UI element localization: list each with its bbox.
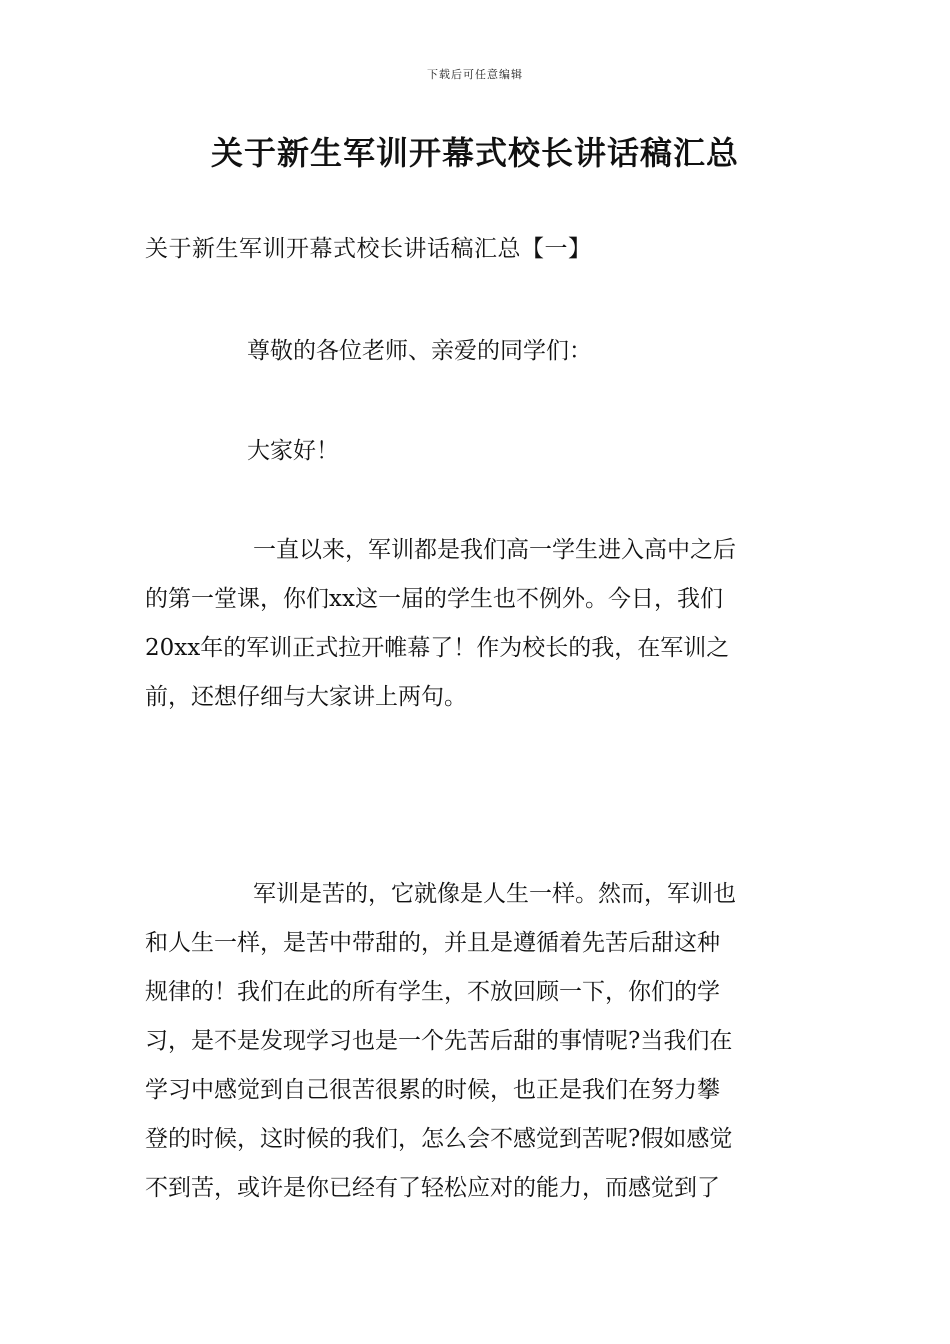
paragraph-line: 一直以来，军训都是我们高一学生进入高中之后 — [253, 537, 736, 563]
body-paragraph-2 — [145, 870, 810, 1213]
paragraph-line: 不到苦，或许是你已经有了轻松应对的能力，而感觉到了 — [145, 1175, 720, 1201]
paragraph-line: 习，是不是发现学习也是一个先苦后甜的事情呢?当我们在 — [145, 1028, 733, 1054]
greeting: 大家好！ — [247, 438, 339, 464]
paragraph-line: 20xx年的军训正式拉开帷幕了！作为校长的我，在军训之 — [145, 635, 730, 661]
paragraph-line: 学习中感觉到自己很苦很累的时候，也正是我们在努力攀 — [145, 1077, 720, 1103]
header-note: 下载后可任意编辑 — [427, 68, 523, 81]
paragraph-line: 军训是苦的，它就像是人生一样。然而，军训也 — [253, 881, 736, 907]
salutation: 尊敬的各位老师、亲爱的同学们： — [247, 338, 592, 364]
paragraph-line: 前，还想仔细与大家讲上两句。 — [145, 684, 467, 710]
paragraph-line: 的第一堂课，你们xx这一届的学生也不例外。今日，我们 — [145, 586, 723, 612]
paragraph-line: 规律的！我们在此的所有学生，不放回顾一下，你们的学 — [145, 979, 720, 1005]
document-title: 关于新生军训开幕式校长讲话稿汇总 — [210, 134, 739, 172]
paragraph-line: 登的时候，这时候的我们，怎么会不感觉到苦呢?假如感觉 — [145, 1126, 733, 1152]
body-paragraph-1 — [145, 526, 810, 722]
section-heading: 关于新生军训开幕式校长讲话稿汇总【一】 — [145, 236, 592, 262]
paragraph-line: 和人生一样，是苦中带甜的，并且是遵循着先苦后甜这种 — [145, 930, 720, 956]
